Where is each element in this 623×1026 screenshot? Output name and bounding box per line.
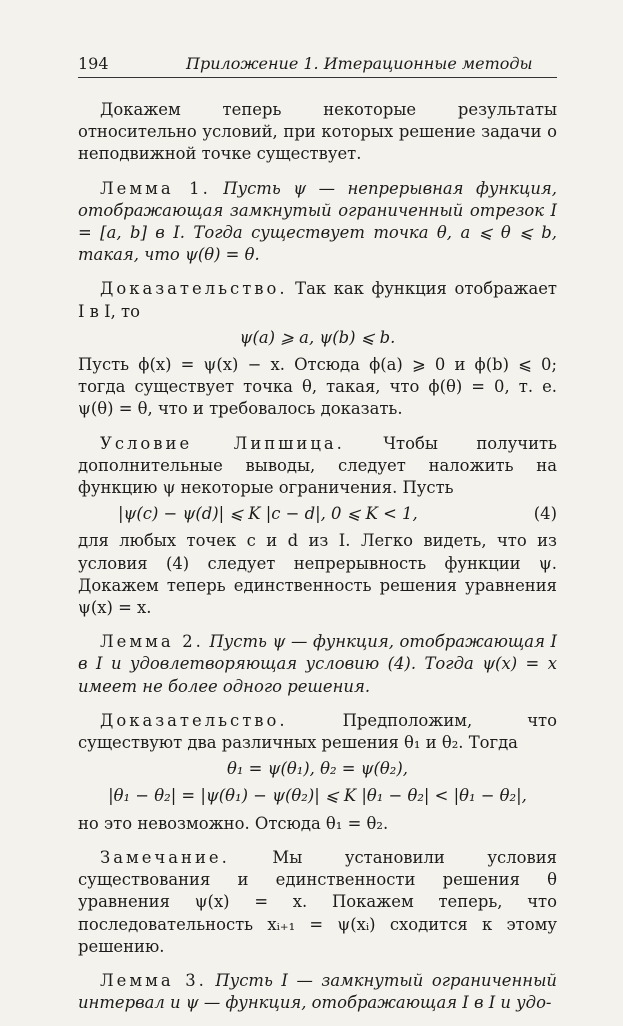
lemma-3 xyxy=(78,970,557,1014)
proof-1-heading: Доказательство. xyxy=(100,279,288,299)
proof-2 xyxy=(78,710,557,754)
lipschitz-continuation: для любых точек c и d из I. Легко видеть, что из условия (4) следует непрерывность функции ψ. Докажем теперь единственность решения уравнения ψ(x) = x. xyxy=(78,531,557,618)
formula-4-expression: |ψ(c) − ψ(d)| ⩽ K |c − d|, 0 ⩽ K < 1, xyxy=(118,504,418,524)
lemma-2-statement: Пусть ψ — функция, отображающая I в I и удовлетворяющая условию (4). Тогда ψ(x) = x имеет не более одного решения. xyxy=(78,632,557,696)
page-body xyxy=(78,99,557,1026)
formula-4 xyxy=(78,503,557,525)
proof-2-continuation: но это невозможно. Отсюда θ₁ = θ₂. xyxy=(78,813,389,833)
lemma-2-heading: Лемма 2. xyxy=(100,632,204,652)
proof-2-text: Предположим, что существуют два различных решения θ₁ и θ₂. Тогда xyxy=(78,710,557,753)
lemma-1 xyxy=(78,178,557,267)
page-header xyxy=(78,53,557,78)
proof-1-continuation: Пусть ϕ(x) = ψ(x) − x. Отсюда ϕ(a) ⩾ 0 и ϕ(b) ⩽ 0; тогда существует точка θ, такая, что ϕ(θ) = 0, т. е. ψ(θ) = θ, что и требовалось доказать. xyxy=(78,355,557,419)
paragraph-intro: Докажем теперь некоторые результаты относительно условий, при которых решение задачи о неподвижной точке существует. xyxy=(78,100,557,164)
lemma-1-statement: Пусть ψ — непрерывная функция, отображающая замкнутый ограниченный отрезок I = [a, b] в I. Тогда существует точка θ, a ⩽ θ ⩽ b, такая, что ψ(θ) = θ. xyxy=(78,178,557,265)
formula-4-number: (4) xyxy=(533,504,557,524)
formula-boundary: ψ(a) ⩾ a, ψ(b) ⩽ b. xyxy=(239,327,396,347)
remark-text: Мы установили условия существования и единственности решения θ уравнения ψ(x) = x. Покажем теперь, что последовательность xᵢ₊₁ = ψ(xᵢ) сходится к этому решению. xyxy=(78,847,557,956)
proof-1-text: Так как функция отображает I в I, то xyxy=(78,279,557,321)
proof-2-heading: Доказательство. xyxy=(100,710,288,730)
remark xyxy=(78,847,557,958)
lipschitz-text: Чтобы получить дополнительные выводы, следует наложить на функцию ψ некоторые ограничения. Пусть xyxy=(78,433,557,498)
lemma-2 xyxy=(78,631,557,698)
lipschitz-heading: Условие Липшица. xyxy=(100,433,345,453)
remark-heading: Замечание. xyxy=(100,847,230,867)
page-number: 194 xyxy=(78,54,109,73)
lipschitz-condition xyxy=(78,433,557,500)
running-head: Приложение 1. Итерационные методы xyxy=(186,54,533,73)
lemma-1-heading: Лемма 1. xyxy=(100,178,211,198)
lemma-3-statement: Пусть I — замкнутый ограниченный интервал и ψ — функция, отображающая I в I и удо- xyxy=(78,970,557,1013)
formula-fixed-points: θ₁ = ψ(θ₁), θ₂ = ψ(θ₂), xyxy=(227,759,408,779)
lemma-3-heading: Лемма 3. xyxy=(100,970,207,990)
proof-1 xyxy=(78,278,557,322)
formula-contradiction: |θ₁ − θ₂| = |ψ(θ₁) − ψ(θ₂)| ⩽ K |θ₁ − θ₂| < |θ₁ − θ₂|, xyxy=(108,786,527,806)
